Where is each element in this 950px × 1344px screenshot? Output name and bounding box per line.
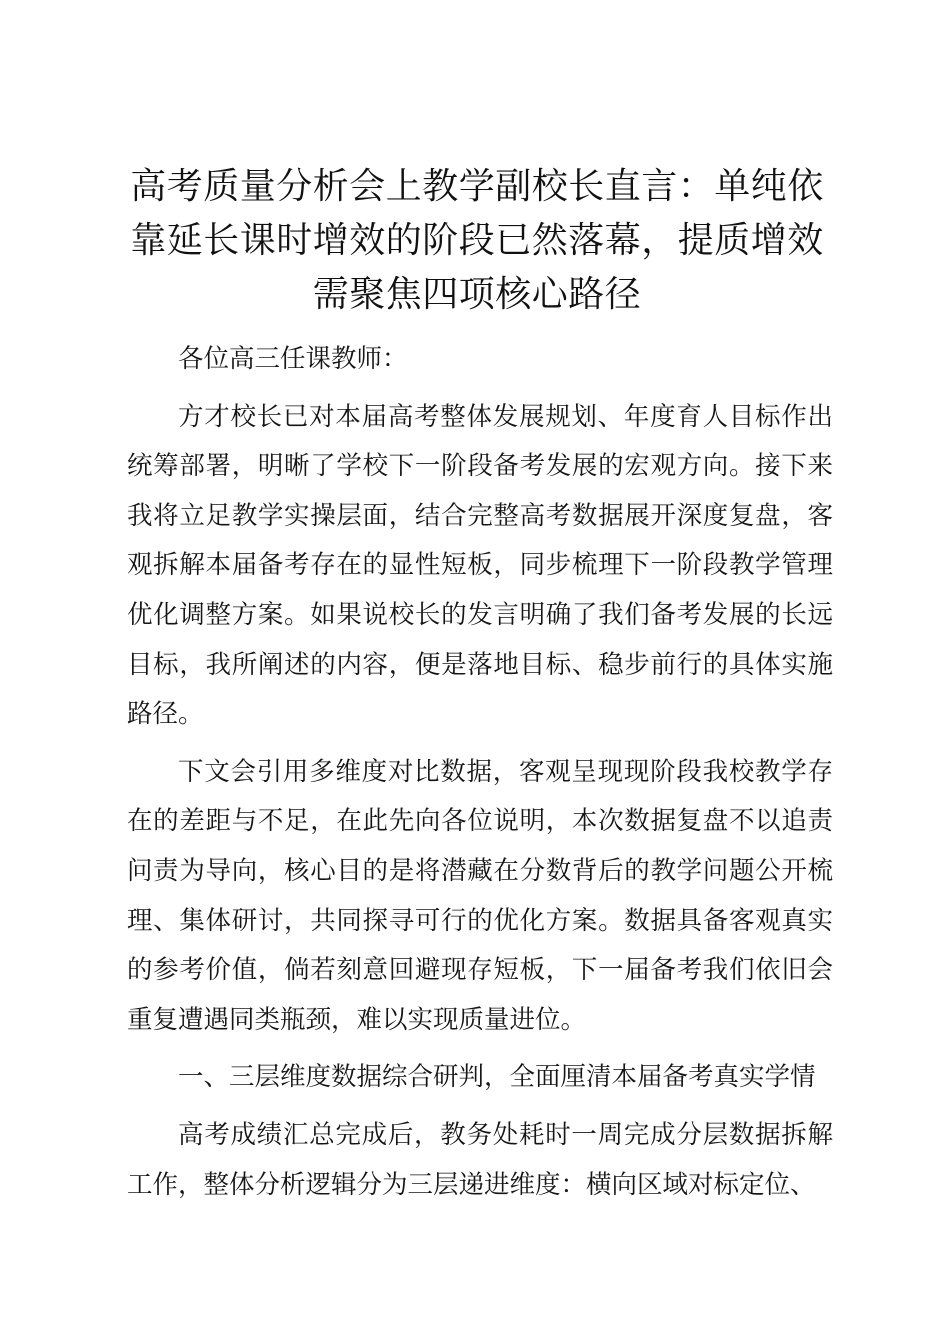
section-heading: 一、三层维度数据综合研判，全面厘清本届备考真实学情 [178,1062,816,1093]
section-paragraph: 高考成绩汇总完成后，教务处耗时一周完成分层数据拆解工作，整体分析逻辑分为三层递进维度：横向区域对标定位、 [127,1119,833,1200]
paragraph-2: 下文会引用多维度对比数据，客观呈现现阶段我校教学存在的差距与不足，在此先向各位说明，本次数据复盘不以追责问责为导向，核心目的是将潜藏在分数背后的教学问题公开梳理、集体研讨，共同探寻可行的优化方案。数据具备客观真实的参考价值，倘若刻意回避现存短板，下一届备考我们依旧会重复遭遇同类瓶颈，难以实现质量进位。 [127,756,833,1035]
greeting-line: 各位高三任课教师： [178,344,408,374]
document-body [127,335,833,1218]
document-title: 高考质量分析会上教学副校长直言：单纯依靠延长课时增效的阶段已然落幕，提质增效需聚焦四项核心路径 [130,166,824,315]
paragraph-1: 方才校长已对本届高考整体发展规划、年度育人目标作出统筹部署，明晰了学校下一阶段备考发展的宏观方向。接下来我将立足教学实操层面，结合完整高考数据展开深度复盘，客观拆解本届备考存在的显性短板，同步梳理下一阶段教学管理优化调整方案。如果说校长的发言明确了我们备考发展的长远目标，我所阐述的内容，便是落地目标、稳步前行的具体实施路径。 [127,401,833,730]
